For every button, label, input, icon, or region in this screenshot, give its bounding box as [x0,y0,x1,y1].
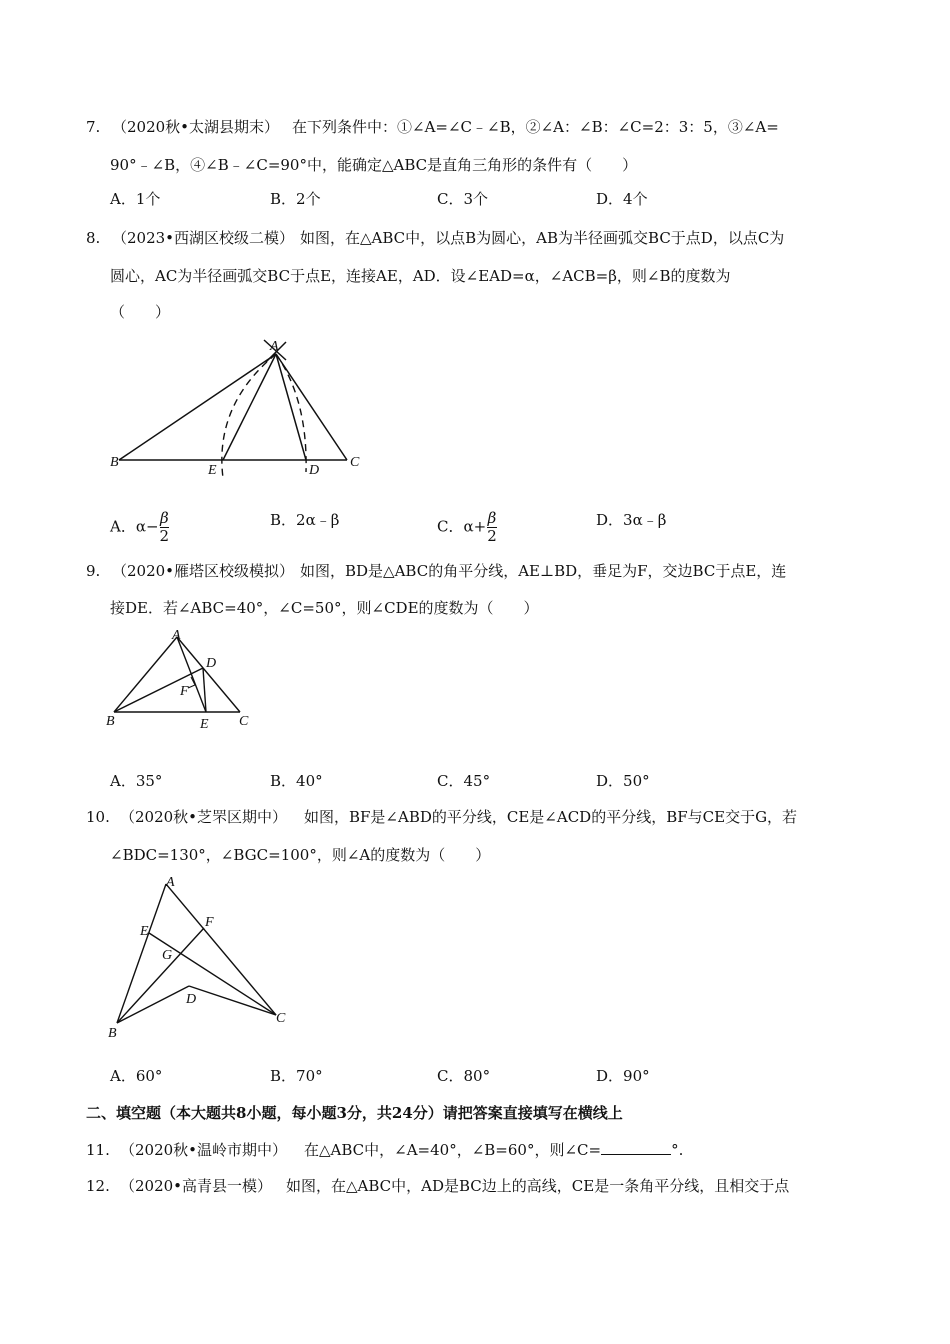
q7-source: （2020秋•太湖县期末） [112,118,280,136]
q10-option-b[interactable]: B．70° [270,1067,323,1085]
q8-option-a-numerator: β [159,509,169,527]
q8-segment-ab [119,354,276,460]
q9-source: （2020•雁塔区校级模拟） [112,562,295,580]
q8-option-c[interactable] [437,510,498,545]
q10-label-f: F [205,915,214,930]
q11-number: 11. [86,1141,110,1159]
q10-option-a[interactable]: A．60° [110,1067,163,1085]
q11-text-before: 在△ABC中，∠A=40°，∠B=60°，则∠C= [304,1141,602,1159]
q8-text-line2: 圆心，AC为半径画弧交BC于点E，连接AE，AD．设∠EAD=α，∠ACB=β，则∠B的度数为 [110,267,731,285]
q8-option-a-denominator: 2 [159,527,170,545]
q10-number: 10. [86,808,110,826]
q8-option-c-fraction [487,510,497,545]
q8-option-c-denominator: 2 [487,527,497,545]
q8-option-a[interactable] [110,510,170,545]
q9-text-line2: 接DE．若∠ABC=40°，∠C=50°，则∠CDE的度数为（ ） [110,599,539,617]
q9-label-a: A [172,628,181,643]
q8-label-c: C [350,455,360,470]
q10-figure [100,870,300,1045]
q8-segment-ad [276,354,306,460]
q8-label-e: E [208,463,217,478]
q8-text-line1: 如图，在△ABC中，以点B为圆心，AB为半径画弧交BC于点D，以点C为 [300,229,785,247]
q8-option-a-fraction [160,510,170,545]
q9-text-line1: 如图，BD是△ABC的角平分线，AE⊥BD，垂足为F，交边BC于点E，连 [300,562,787,580]
q9-figure [100,625,270,735]
q8-option-a-prefix: A．α− [110,517,159,536]
q9-label-d: D [206,656,217,671]
q10-label-a: A [166,875,175,890]
q7-option-a[interactable]: A．1个 [110,190,161,208]
q7-option-d[interactable]: D．4个 [596,190,648,208]
q11-answer-blank[interactable] [601,1140,671,1155]
q8-option-b[interactable]: B．2α﹣β [270,511,340,529]
q8-label-b: B [110,455,119,470]
q10-text-line2: ∠BDC=130°，∠BGC=100°，则∠A的度数为（ ） [110,846,491,864]
q10-label-c: C [276,1011,286,1026]
q11-text-after: °. [671,1141,684,1159]
q12-source: （2020•高青县一模） [120,1177,273,1195]
q7-option-c[interactable]: C．3个 [437,190,489,208]
q8-source: （2023•西湖区校级二模） [112,229,295,247]
q8-segment-ac [276,354,347,460]
q11-source: （2020秋•温岭市期中） [120,1141,288,1159]
q8-label-a: A [270,339,279,354]
q8-figure [100,330,380,485]
q10-option-d[interactable]: D．90° [596,1067,650,1085]
q9-option-d[interactable]: D．50° [596,772,650,790]
section2-title: 二、填空题（本大题共8小题，每小题3分，共24分）请把答案直接填写在横线上 [86,1104,623,1122]
q9-option-a[interactable]: A．35° [110,772,163,790]
q9-label-e: E [200,717,209,732]
q10-label-b: B [108,1026,117,1041]
q7-option-b[interactable]: B．2个 [270,190,321,208]
q10-segment-bf [117,928,204,1023]
q7-text-line1: 在下列条件中：①∠A=∠C﹣∠B，②∠A：∠B：∠C=2：3：5，③∠A= [292,118,779,136]
q10-segment-ce [149,933,276,1015]
q9-label-b: B [106,714,115,729]
q7-text-line2: 90°﹣∠B，④∠B﹣∠C=90°中，能确定△ABC是直角三角形的条件有（ ） [110,156,638,174]
q9-segment-ae [177,637,206,712]
q9-options [0,771,950,811]
q8-option-c-numerator: β [487,509,497,527]
q10-label-d: D [186,992,197,1007]
q9-label-f: F [180,684,189,699]
q9-right-angle-mark [188,677,195,688]
q8-option-d[interactable]: D．3α﹣β [596,511,667,529]
q10-label-g: G [162,948,173,963]
q9-label-c: C [239,714,249,729]
q8-option-c-prefix: C．α+ [437,517,487,536]
q9-option-c[interactable]: C．45° [437,772,491,790]
q10-text-line1: 如图，BF是∠ABD的平分线，CE是∠ACD的平分线，BF与CE交于G，若 [304,808,798,826]
q8-segment-ae [223,354,276,460]
q9-option-b[interactable]: B．40° [270,772,323,790]
q10-option-c[interactable]: C．80° [437,1067,491,1085]
q7-options [0,189,950,229]
q9-segment-bd [114,668,203,712]
q8-text-line3: （ ） [110,303,171,321]
q9-segment-ac [177,637,240,712]
q10-source: （2020秋•芝罘区期中） [120,808,288,826]
q10-segment-ac [166,884,276,1015]
q8-number: 8. [86,229,101,247]
q10-options [0,1066,950,1106]
q8-options [0,500,950,545]
q8-label-d: D [309,463,320,478]
q12-number: 12. [86,1177,110,1195]
q7-number: 7. [86,118,101,136]
q11-text [304,1140,683,1160]
q9-segment-ab [114,637,177,712]
q12-text-line1: 如图，在△ABC中，AD是BC边上的高线，CE是一条角平分线，且相交于点 [286,1177,790,1195]
q9-number: 9. [86,562,101,580]
q10-label-e: E [140,924,149,939]
